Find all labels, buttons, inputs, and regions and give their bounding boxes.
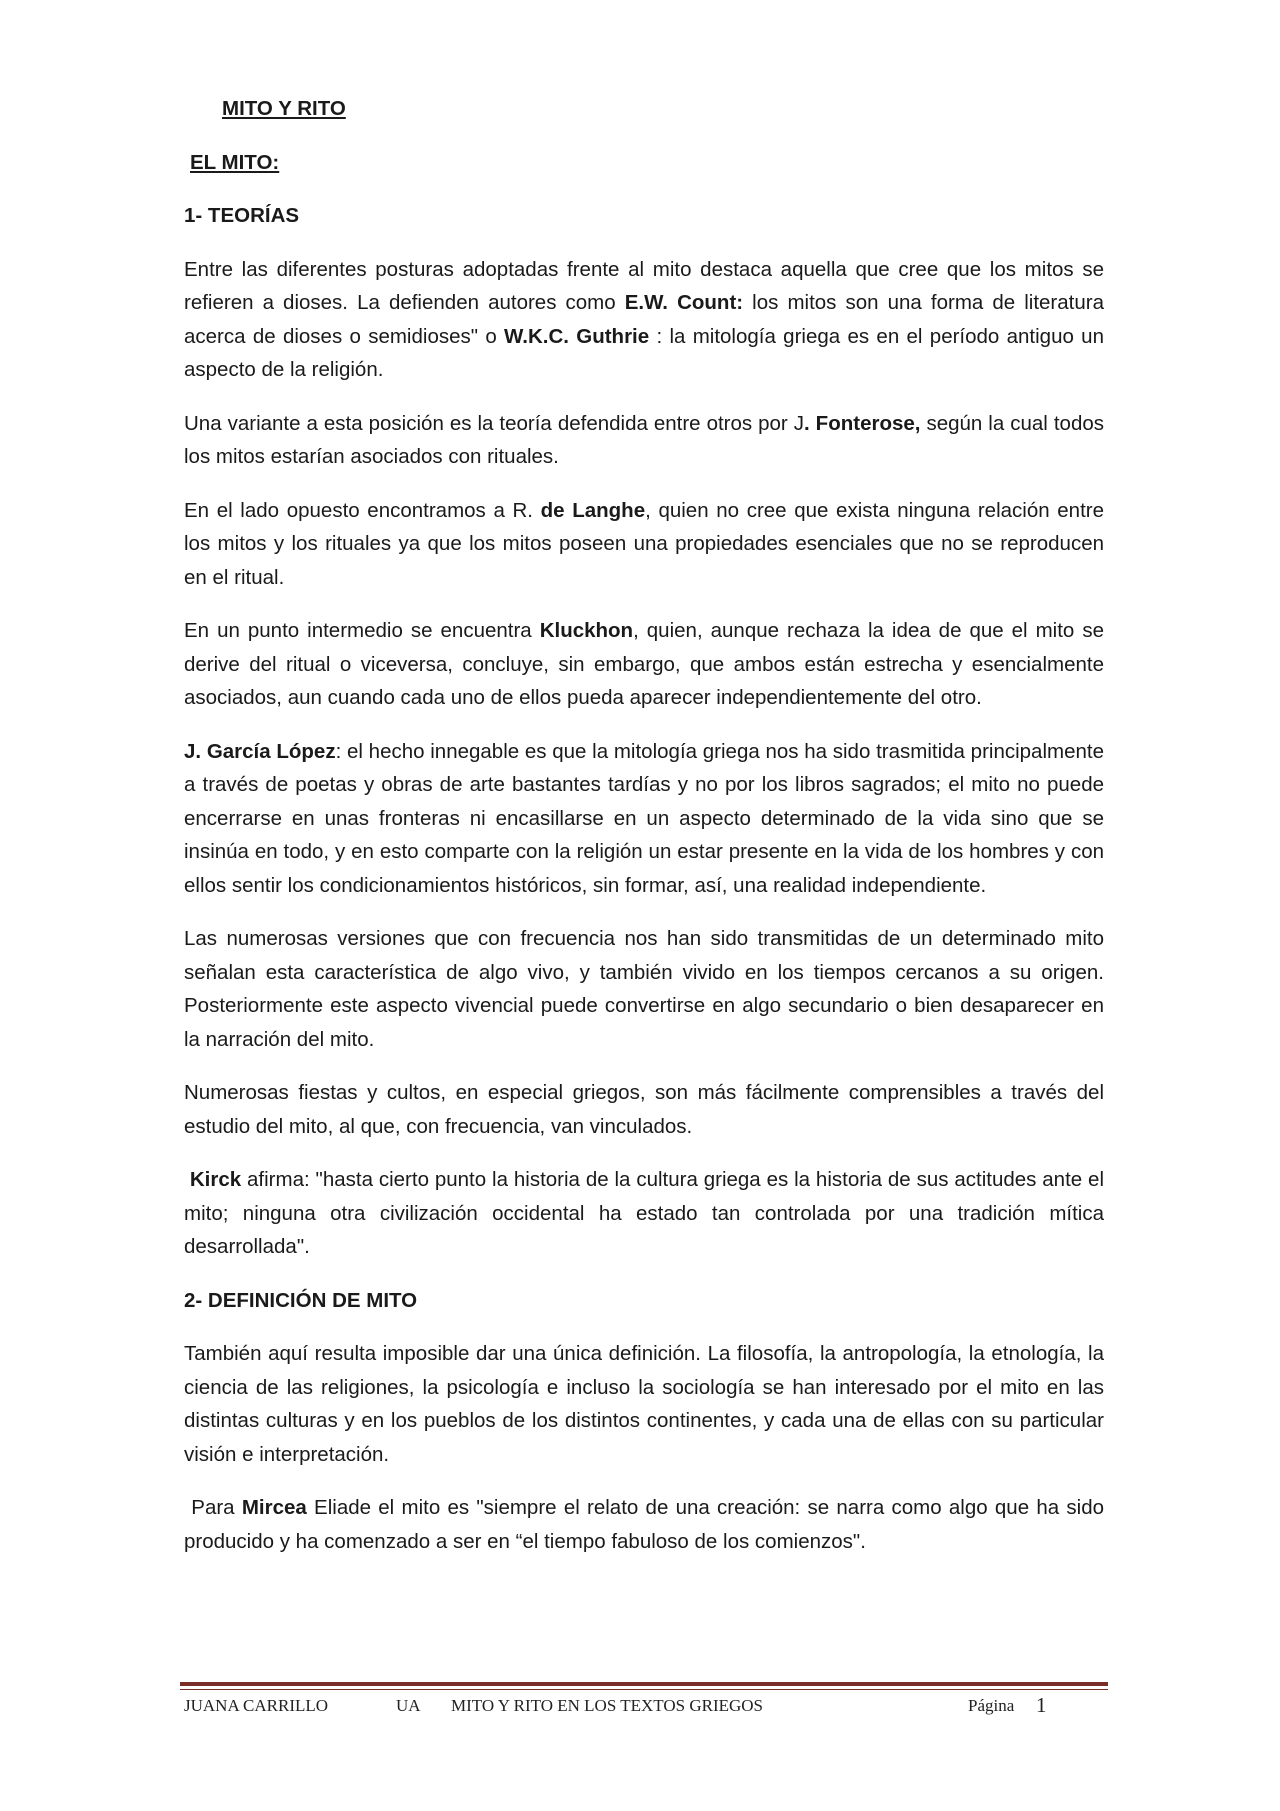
page-footer [184,1694,1104,1724]
paragraph-10: Para Mircea Eliade el mito es "siempre el relato de una creación: se narra como algo que ha sido producido y ha comenzado a ser en “el tiempo fabuloso de los comienzos". [184,1496,1105,1553]
paragraph-8: Kirck afirma: "hasta cierto punto la historia de la cultura griega es la historia de sus actitudes ante el mito; ninguna otra civilización occidental ha estado tan controlada por una tradición mítica desarrollada". [184,1168,1104,1258]
footer-institution: UA [396,1696,421,1715]
document-title: MITO Y RITO [222,97,346,120]
paragraph-9: También aquí resulta imposible dar una única definición. La filosofía, la antropología, la etnología, la ciencia de las religiones, la psicología e incluso la sociología se han interesado por el mito en las distintas culturas y en los pueblos de los distintos continentes, y cada una de ellas con su particular visión e interpretación. [184,1342,1104,1466]
paragraph-3: En el lado opuesto encontramos a R. de Langhe, quien no cree que exista ninguna relación entre los mitos y los rituales ya que los mitos poseen una propiedades esenciales que no se reproducen en el ritual. [184,498,1105,589]
paragraph-1: Entre las diferentes posturas adoptadas frente al mito destaca aquella que cree que los mitos se refieren a dioses. La defienden autores como E.W. Count: los mitos son una forma de literatura acerca de dioses o semidioses" o W.K.C. Guthrie : la mitología griega es en el período antiguo un aspecto de la religión. [184,257,1104,381]
paragraph-2: Una variante a esta posición es la teoría defendida entre otros por J. Fonterose, según la cual todos los mitos estarían asociados con rituales. [184,411,1104,468]
document-body [184,92,1104,1578]
footer-author: JUANA CARRILLO [184,1696,329,1715]
footer-course: MITO Y RITO EN LOS TEXTOS GRIEGOS [451,1696,763,1715]
paragraph-5: J. García López: el hecho innegable es que la mitología griega nos ha sido trasmitida principalmente a través de poetas y obras de arte bastantes tardías y no por los libros sagrados; el mito no puede encerrarse en unas fronteras ni encasillarse en un aspecto determinado de la vida sino que se insinúa en todo, y en esto comparte con la religión un estar presente en la vida de los hombres y con ellos sentir los condicionamientos históricos, sin formar, así, una realidad independiente. [184,739,1104,897]
footer-page-label: Página [968,1696,1015,1715]
footer-rule [180,1682,1108,1686]
paragraph-7: Numerosas fiestas y cultos, en especial griegos, son más fácilmente comprensibles a través del estudio del mito, al que, con frecuencia, van vinculados. [184,1081,1104,1138]
paragraph-4: En un punto intermedio se encuentra Kluckhon, quien, aunque rechaza la idea de que el mito se derive del ritual o viceversa, concluye, sin embargo, que ambos están estrecha y esencialmente asociados, aun cuando cada uno de ellos pueda aparecer independientemente del otro. [184,619,1104,709]
heading-teorias: 1- TEORÍAS [184,204,300,227]
footer-rule-thin [180,1689,1108,1690]
section-title: EL MITO: [190,150,280,174]
heading-definicion: 2- DEFINICIÓN DE MITO [184,1288,418,1312]
footer-page-number: 1 [1036,1693,1047,1717]
paragraph-6: Las numerosas versiones que con frecuencia nos han sido transmitidas de un determinado mito señalan esta característica de algo vivo, y también vivido en los tiempos cercanos a su origen. Posteriormente este aspecto vivencial puede convertirse en algo secundario o bien desaparecer en la narración del mito. [184,927,1104,1051]
